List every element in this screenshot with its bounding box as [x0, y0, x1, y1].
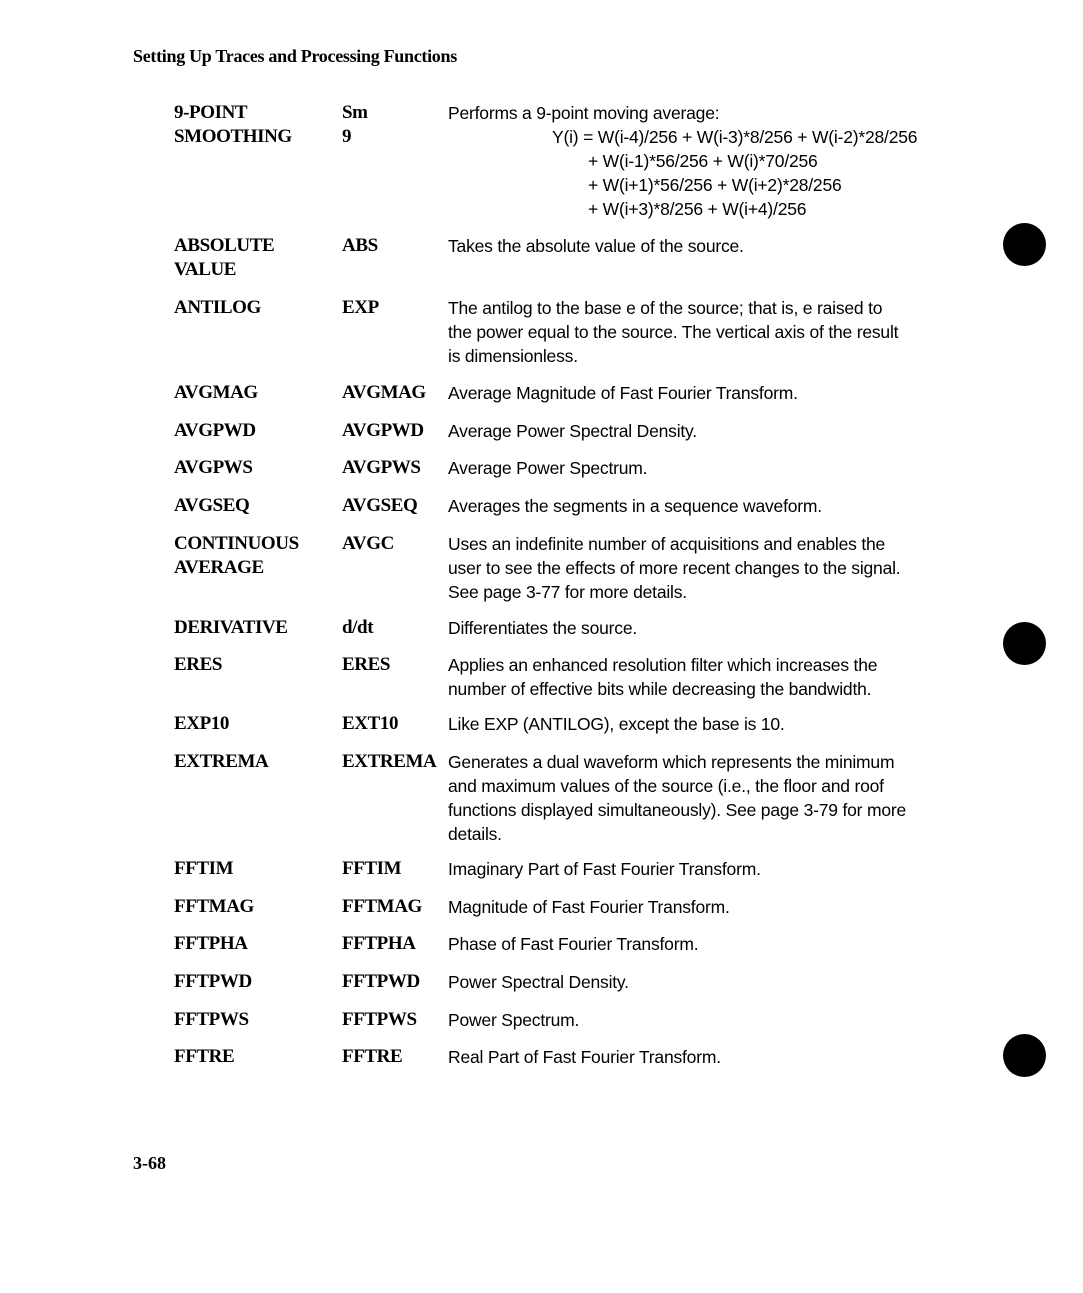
function-abbreviation: EXT10 [342, 713, 399, 734]
function-name: ANTILOG [174, 297, 261, 318]
description-line: is dimensionless. [448, 346, 578, 366]
function-abbreviation: AVGSEQ [342, 495, 418, 516]
function-name: DERIVATIVE [174, 617, 288, 638]
function-description: Differentiates the source. [448, 618, 638, 638]
function-name [174, 532, 334, 580]
description-line: See page 3-77 for more details. [448, 582, 687, 602]
binder-hole-mark [1003, 1034, 1046, 1077]
formula-line: + W(i+3)*8/256 + W(i+4)/256 [588, 199, 807, 219]
description-line: functions displayed simultaneously). See page 3-79 for more [448, 800, 907, 820]
description-line: number of effective bits while decreasing the bandwidth. [448, 679, 872, 699]
description-line: user to see the effects of more recent changes to the signal. [448, 558, 901, 578]
function-name [174, 234, 334, 282]
function-description: Magnitude of Fast Fourier Transform. [448, 897, 730, 917]
description-line: and maximum values of the source (i.e., the floor and roof [448, 776, 884, 796]
function-abbreviation-line: 9 [342, 126, 352, 147]
function-abbreviation: FFTPWD [342, 971, 420, 992]
function-abbreviation: AVGPWS [342, 457, 421, 478]
description-line: details. [448, 824, 502, 844]
function-description [448, 750, 978, 846]
binder-hole-mark [1003, 223, 1046, 266]
function-name-line: CONTINUOUS [174, 533, 299, 554]
function-description [448, 101, 978, 221]
function-abbreviation: AVGMAG [342, 382, 426, 403]
description-line: Applies an enhanced resolution filter which increases the [448, 655, 878, 675]
page-number: 3-68 [133, 1153, 166, 1173]
function-abbreviation: ABS [342, 235, 378, 256]
function-abbreviation: FFTPWS [342, 1009, 417, 1030]
function-name: AVGSEQ [174, 495, 250, 516]
function-name-line: VALUE [174, 259, 237, 280]
page-header: Setting Up Traces and Processing Functions [133, 46, 457, 66]
function-abbreviation: FFTIM [342, 858, 402, 879]
description-line: Generates a dual waveform which represents the minimum [448, 752, 895, 772]
function-name-line: SMOOTHING [174, 126, 292, 147]
function-description [448, 532, 978, 604]
function-description: Power Spectrum. [448, 1010, 580, 1030]
function-abbreviation: FFTMAG [342, 896, 422, 917]
function-description: Average Magnitude of Fast Fourier Transform. [448, 383, 798, 403]
function-abbreviation-line: Sm [342, 102, 368, 123]
function-name [174, 101, 334, 149]
function-name: AVGMAG [174, 382, 258, 403]
description-line: Uses an indefinite number of acquisitions and enables the [448, 534, 886, 554]
function-name: EXTREMA [174, 751, 269, 772]
function-description: Power Spectral Density. [448, 972, 629, 992]
function-description: Average Power Spectral Density. [448, 421, 697, 441]
description-line: The antilog to the base e of the source; that is, e raised to [448, 298, 883, 318]
description-line: Performs a 9-point moving average: [448, 103, 720, 123]
function-description: Average Power Spectrum. [448, 458, 648, 478]
function-description: Averages the segments in a sequence waveform. [448, 496, 822, 516]
function-abbreviation: AVGC [342, 533, 394, 554]
function-abbreviation: ERES [342, 654, 391, 675]
function-name: EXP10 [174, 713, 230, 734]
function-abbreviation: EXTREMA [342, 751, 437, 772]
function-description [448, 296, 978, 368]
function-name: FFTIM [174, 858, 234, 879]
function-abbreviation [342, 101, 452, 149]
function-description: Phase of Fast Fourier Transform. [448, 934, 699, 954]
function-name: FFTMAG [174, 896, 254, 917]
function-name: FFTPWS [174, 1009, 249, 1030]
function-description: Imaginary Part of Fast Fourier Transform. [448, 859, 761, 879]
function-description: Takes the absolute value of the source. [448, 236, 744, 256]
function-abbreviation: AVGPWD [342, 420, 424, 441]
function-name: AVGPWD [174, 420, 256, 441]
function-name: FFTPHA [174, 933, 248, 954]
formula-line: Y(i) = W(i-4)/256 + W(i-3)*8/256 + W(i-2)*28/256 [552, 127, 918, 147]
function-name-line: ABSOLUTE [174, 235, 275, 256]
formula-line: + W(i-1)*56/256 + W(i)*70/256 [588, 151, 818, 171]
description-line: the power equal to the source. The vertical axis of the result [448, 322, 899, 342]
function-description [448, 653, 978, 701]
function-name: AVGPWS [174, 457, 253, 478]
function-description: Like EXP (ANTILOG), except the base is 10. [448, 714, 785, 734]
function-name: FFTRE [174, 1046, 235, 1067]
function-abbreviation: EXP [342, 297, 379, 318]
function-description: Real Part of Fast Fourier Transform. [448, 1047, 721, 1067]
function-name-line: 9-POINT [174, 102, 248, 123]
function-name-line: AVERAGE [174, 557, 264, 578]
function-abbreviation: FFTRE [342, 1046, 403, 1067]
formula-line: + W(i+1)*56/256 + W(i+2)*28/256 [588, 175, 842, 195]
function-abbreviation: FFTPHA [342, 933, 416, 954]
binder-hole-mark [1003, 622, 1046, 665]
function-abbreviation: d/dt [342, 617, 374, 638]
function-name: FFTPWD [174, 971, 252, 992]
function-name: ERES [174, 654, 223, 675]
